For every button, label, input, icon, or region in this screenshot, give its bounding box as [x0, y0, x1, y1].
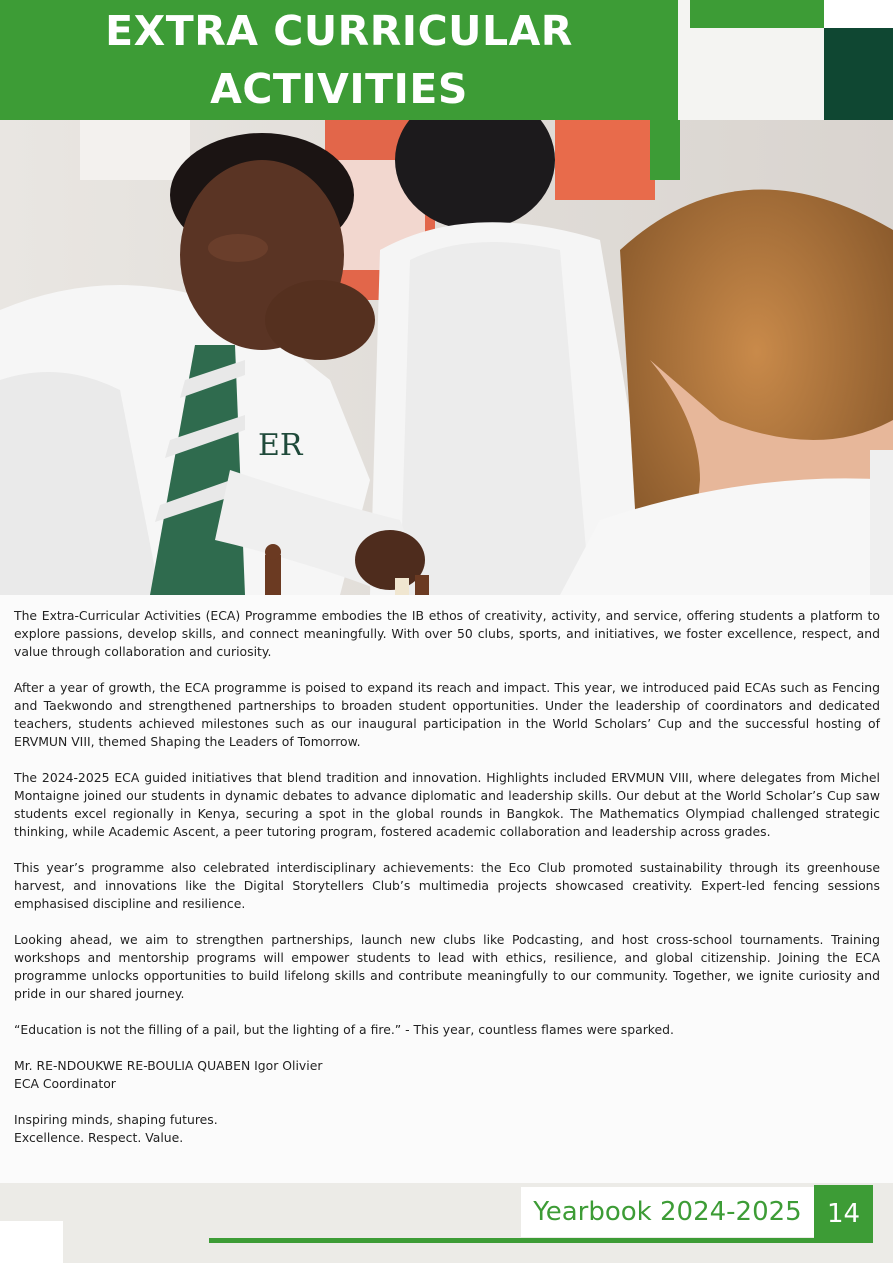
paragraph-growth: After a year of growth, the ECA programme is poised to expand its reach and impact. This year, we introduced paid ECAs such as Fencing and Taekwondo and strengthened partnerships to broaden student opportunities. Under the leadership of coordinators and dedicated teachers, students achieved milestones such as our inaugural participation in the World Scholars’ Cup and the successful hosting of ERVMUN VIII, themed Shaping the Leaders of Tomorrow.	[14, 680, 880, 749]
chess-students-photo	[0, 120, 893, 595]
footer-green-line	[209, 1238, 873, 1243]
yearbook-label: Yearbook 2024-2025	[533, 1197, 802, 1227]
paragraph-looking-ahead: Looking ahead, we aim to strengthen partnerships, launch new clubs like Podcasting, and host cross-school tournaments. Training workshops and mentorship programs will empower students to lead with ethics, resilience, and global citizenship. Joining the ECA programme unlocks opportunities to build lifelong skills and contribute meaningfully to our community. Together, we ignite curiosity and pride in our shared journey.	[14, 932, 880, 1001]
school-crest: ER	[258, 428, 303, 463]
decorative-dark-green-box	[824, 28, 893, 120]
page-number-box	[814, 1185, 873, 1243]
paragraph-highlights: The 2024-2025 ECA guided initiatives that blend tradition and innovation. Highlights included ERVMUN VIII, where delegates from Michel Montaigne joined our students in dynamic debates to advance diplomatic and leadership skills. Our debut at the World Scholar’s Cup saw students excel regionally in Kenya, securing a spot in the global rounds in Bangkok. The Mathematics Olympiad challenged strategic thinking, while Academic Ascent, a peer tutoring program, fostered academic collaboration and leadership across grades.	[14, 770, 880, 839]
footer-decorative-corner	[0, 1221, 63, 1263]
page-title	[0, 0, 678, 120]
article-body	[0, 595, 893, 1183]
article-text	[14, 607, 880, 1147]
motto-line-1: Inspiring minds, shaping futures.	[14, 1112, 218, 1127]
decorative-white-box	[824, 0, 893, 28]
paragraph-achievements: This year’s programme also celebrated interdisciplinary achievements: the Eco Club promoted sustainability through its greenhouse harvest, and innovations like the Digital Storytellers Club’s multimedia projects showcased creativity. Expert-led fencing sessions emphasised discipline and resilience.	[14, 860, 880, 911]
paragraph-intro: The Extra-Curricular Activities (ECA) Programme embodies the IB ethos of creativity, activity, and service, offering students a platform to explore passions, develop skills, and connect meaningfully. With over 50 clubs, sports, and initiatives, we foster excellence, respect, and value through collaboration and curiosity.	[14, 608, 880, 659]
signature-name: Mr. RE-NDOUKWE RE-BOULIA QUABEN Igor Olivier	[14, 1058, 323, 1073]
title-line-1: EXTRA CURRICULAR	[105, 7, 573, 55]
motto-line-2: Excellence. Respect. Value.	[14, 1130, 184, 1145]
signature-role: ECA Coordinator	[14, 1076, 116, 1091]
page-number: 14	[826, 1199, 861, 1229]
quote: “Education is not the filling of a pail, but the lighting of a fire.” - This year, countless flames were sparked.	[14, 1022, 674, 1037]
footer-yearbook-label-box	[521, 1187, 814, 1237]
title-line-2: ACTIVITIES	[210, 65, 468, 113]
decorative-green-strip	[690, 0, 824, 28]
